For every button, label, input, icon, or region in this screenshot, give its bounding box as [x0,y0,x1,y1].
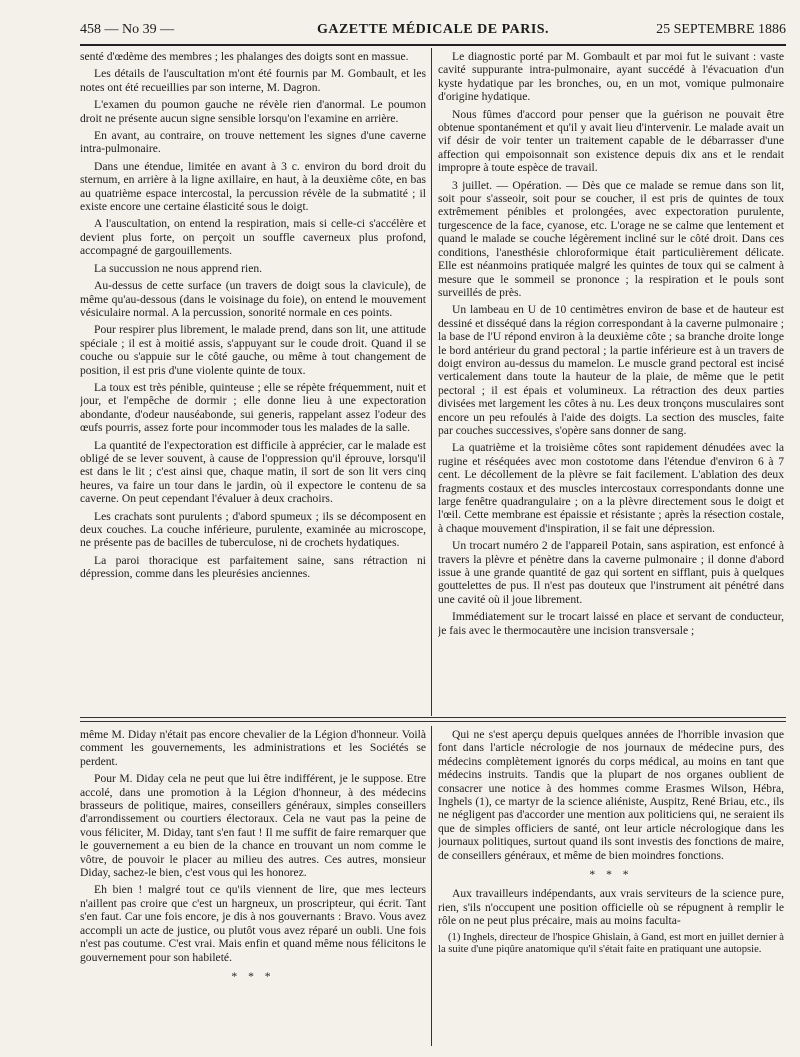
paragraph: Les crachats sont purulents ; d'abord spumeux ; ils se décomposent en deux couches. La couche inférieure, purulente, examinée au microscope, ne présente pas de bacilles de tuberculose, ni de crochets hydatiques. [80,509,426,550]
paragraph: Immédiatement sur le trocart laissé en place et servant de conducteur, je fais avec le thermocautère une incision transversale ; [438,610,784,637]
footnote: (1) Inghels, directeur de l'hospice Ghislain, à Gand, est mort en juillet dernier à la suite d'une piqûre anatomique qu'il s'était faite en pratiquant une autopsie. [438,931,784,955]
column-divider-top [431,48,432,716]
feuilleton-column-right [438,728,784,1048]
feuilleton-column-left [80,728,426,1048]
paragraph: La quatrième et la troisième côtes sont rapidement dénudées avec la rugine et réséquées avec mon costotome dans l'étendue d'environ 6 à 7 cent. Le décollement de la plèvre se fait facilement. L'ablation des deux fragments costaux et des muscles intercostaux correspondants donne une large fenêtre quadrangulaire ; on a la plèvre directement sous le doigt et l'œil. Cette membrane est épaissie et résistante ; après la résection costale, à chaque mouvement d'inspiration, il se fait une dépression. [438,441,784,535]
paragraph: Un lambeau en U de 10 centimètres environ de base et de hauteur est dessiné et disséqué dans la région correspondant à la caverne pulmonaire ; la base de l'U répond environ à la deuxième côte ; sa branche droite longe le bord antérieur du grand pectoral ; la partie inférieure est à un travers de doigt environ au-dessus du mamelon. Le muscle grand pectoral est incisé verticalement dans toute la hauteur de la plaie, de même que le petit pectoral ; il est épais et volumineux. La rétraction des deux parties divisées met largement les côtes à nu. Les deux tronçons musculaires sont encore un peu refoulés à l'aide des doigts. La section des muscles, faite par couches successives, s'opère sans donner de sang. [438,303,784,437]
paragraph: La toux est très pénible, quinteuse ; elle se répète fréquemment, nuit et jour, et l'empêche de dormir ; elle donne lieu à une expectoration abondante, d'odeur nauséabonde, sui generis, rappelant assez l'odeur des œufs pourris, assez forte pour incommoder tous les malades de la salle. [80,380,426,435]
journal-title: GAZETTE MÉDICALE DE PARIS. [316,22,550,37]
paragraph: Les détails de l'auscultation m'ont été fournis par M. Gombault, et les notes ont été recueillies par son interne, M. Dagron. [80,67,426,94]
paragraph: Au-dessus de cette surface (un travers de doigt sous la clavicule), de même qu'au-dessous (dans le voisinage du foie), on entend le mouvement vésiculaire normal. A la percussion, sonorité normale en ces points. [80,279,426,319]
paragraph: Le diagnostic porté par M. Gombault et par moi fut le suivant : vaste cavité suppurante intra-pulmonaire, ayant succédé à l'évacuation d'un kyste hydatique par les bronches, ou, en un mot, vomique pulmonaire d'origine hydatique. [438,50,784,104]
paragraph: La quantité de l'expectoration est difficile à apprécier, car le malade est obligé de se lever souvent, à cause de l'oppression qu'il éprouve, lorsqu'il est dans le lit ; c'est ainsi que, chaque matin, il sort de son lit vers cinq heures, va faire un tour dans le jardin, où il expectore le contenu de sa caverne. On peut cependant l'évaluer à deux crachoirs. [80,438,426,506]
paragraph: Eh bien ! malgré tout ce qu'ils viennent de lire, que mes lecteurs n'aillent pas croire que c'est un hargneux, un proscripteur, qui écrit. Tant s'en faut. Car une fois encore, je dis à nos gouvernants : Bravo. Vous avez accompli un acte de justice, ou plutôt vous avez réparé un oubli. Une fois n'est pas coutume. C'est vrai. Mais enfin et quand même nous félicitons le gouvernement pour son habileté. [80,883,426,964]
page-number: 458 — No 39 — [80,22,175,37]
article-column-top-right [438,50,784,714]
paragraph: La succussion ne nous apprend rien. [94,261,263,275]
paragraph: Un trocart numéro 2 de l'appareil Potain, sans aspiration, est enfoncé à travers la plèvre et pénètre dans la caverne pulmonaire ; il donne d'abord issue à une grande quantité de gaz qui sortent en sifflant, puis à quelques gouttelettes de pus. Il n'est pas douteux que l'instrument ait pénétré dans une cavité où il joue librement. [438,539,784,606]
section-separator [80,717,786,722]
paragraph: 3 juillet. — Opération. — Dès que ce malade se remue dans son lit, soit pour s'asseoir, soit pour se coucher, il est pris de quintes de toux extrêmement pénibles et prolongées, avec expectoration purulente, turgescence de la face, cyanose, etc. L'orage ne se calme que lentement et quand le malade se couche légèrement incliné sur le côté droit. Dans ces conditions, l'anesthésie chloroformique était particulièrement délicate. Elle est néanmoins pratiquée malgré les quintes de toux qui se calment à mesure que le sommeil se prononce ; la respiration et le pouls sont surveillés de près. [438,178,784,299]
asterism-ornament: * * * [231,969,275,983]
paragraph: A l'auscultation, on entend la respiration, mais si celle-ci s'accélère et devient plus forte, on perçoit un souffle caverneux plus profond, accompagné de gargouillements. [80,217,426,258]
asterism-ornament: * * * [589,868,633,882]
paragraph: Pour M. Diday cela ne peut que lui être indifférent, je le suppose. Etre accolé, dans une promotion à la Légion d'honneur, à des médecins brasseurs de politique, maires, conseillers généraux, simples conseillers d'arrondissement ou courtiers électoraux. Cela ne vaut pas la peine de vous féliciter, M. Diday, tant s'en faut ! Il me suffit de faire remarquer que le gouvernement a eu bien de la chance en trouvant un nom comme le vôtre, de pouvoir le placer au milieu des autres. Ces autres, monsieur Diday, sachez-le bien, c'est vous qui les honorez. [80,772,426,880]
page-header [80,18,786,46]
paragraph: En avant, au contraire, on trouve nettement les signes d'une caverne intra-pulmonaire. [80,129,426,156]
paragraph: Dans une étendue, limitée en avant à 3 c. environ du bord droit du sternum, en arrière à la ligne axillaire, en haut, à la deuxième côte, en bas au quatrième espace intercostal, la percussion révèle de la submatité ; il existe encore une certaine élasticité sous le doigt. [80,159,426,214]
article-column-top-left [80,50,426,714]
paragraph: Qui ne s'est aperçu depuis quelques années de l'horrible invasion que font dans l'article nécrologie de nos journaux de médecine purs, des médecins complètement ignorés du corps médical, au moins en tant que médecins instruits. Tandis que la plupart de nos organes oublient de consacrer une notice à des hommes comme Erasmes Wilson, Hébra, Inghels (1), ce martyr de la science aliéniste, Auspitz, René Briau, etc., ils ne négligent pas d'accorder une mention aux politiciens qui, ne seraient ils que de simples officiers de santé, ont leur article nécrologique dans les journaux politiques, surtout quand ils sont investis des fonctions de maire, de conseillers généraux, et même de bien moindres fonctions. [438,728,784,862]
paragraph: senté d'œdème des membres ; les phalanges des doigts sont en massue. [80,50,409,63]
column-divider-bottom [431,726,432,1046]
paragraph: Aux travailleurs indépendants, aux vrais serviteurs de la science pure, rien, s'ils n'occupent une position officielle où se répugnent à remplir le rôle on ne peut plus précaire, mais au moins faculta- [438,887,784,928]
paragraph: même M. Diday n'était pas encore chevalier de la Légion d'honneur. Voilà comment les gouvernements, les administrations et les Sociétés se perdent. [80,728,426,768]
paragraph: La paroi thoracique est parfaitement saine, sans rétraction ni dépression, comme dans les pleurésies anciennes. [80,553,426,581]
paragraph: L'examen du poumon gauche ne révèle rien d'anormal. Le poumon droit ne présente aucun signe sensible lorsqu'on l'examine en arrière. [80,98,426,125]
paragraph: Nous fûmes d'accord pour penser que la guérison ne pouvait être obtenue spontanément et qu'il y avait lieu d'intervenir. Le malade avait un vif désir de voir tenter un traitement capable de le débarrasser d'une affection qui empoisonnait son existence depuis dix ans et le rendait impropre à toute espèce de travail. [438,107,784,175]
issue-date: 25 SEPTEMBRE 1886 [656,22,786,37]
paragraph: Pour respirer plus librement, le malade prend, dans son lit, une attitude spéciale ; il est à moitié assis, s'appuyant sur le coude droit. Quand il se couche ou s'appuie sur le côté gauche, ou même à tout changement de position, il est pris d'une violente quinte de toux. [80,323,426,377]
